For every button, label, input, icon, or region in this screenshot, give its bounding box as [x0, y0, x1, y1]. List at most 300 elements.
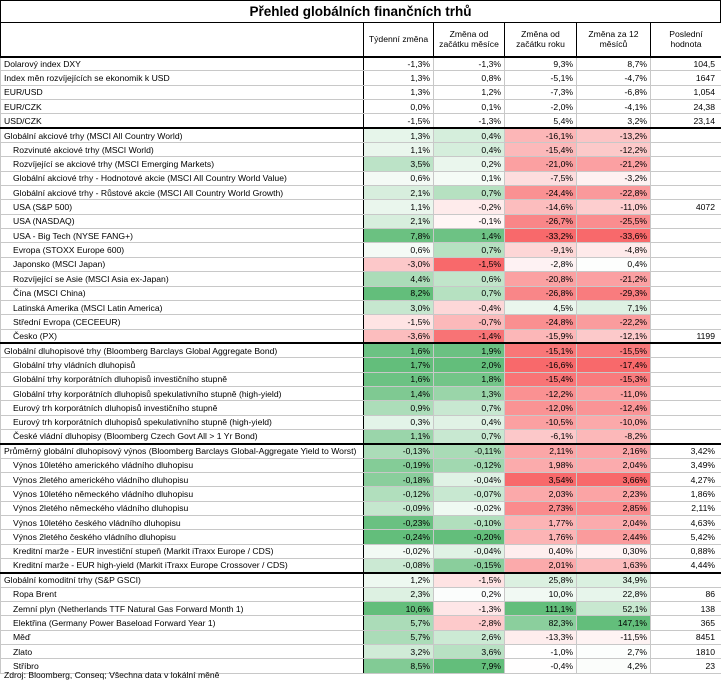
- last-value-cell: 8451: [651, 630, 721, 644]
- table-row: [1, 472, 721, 486]
- row-label: EUR/CZK: [1, 100, 364, 114]
- weekly-change-cell: 0,9%: [364, 401, 434, 415]
- ytd-change-cell: -10,5%: [505, 415, 577, 429]
- last-value-cell: 4,63%: [651, 516, 721, 530]
- 12m-change-cell: -17,4%: [577, 358, 651, 372]
- weekly-change-cell: 1,3%: [364, 85, 434, 99]
- weekly-change-cell: 1,7%: [364, 358, 434, 372]
- row-label: Výnos 10letého českého vládního dluhopisu: [1, 516, 364, 530]
- ytd-change-cell: -33,2%: [505, 229, 577, 243]
- table-row: [1, 630, 721, 644]
- table-row: [1, 315, 721, 329]
- ytd-change-cell: -26,7%: [505, 214, 577, 228]
- 12m-change-cell: -10,0%: [577, 415, 651, 429]
- ytd-change-cell: -12,0%: [505, 401, 577, 415]
- weekly-change-cell: -0,09%: [364, 501, 434, 515]
- market-table: [0, 22, 721, 674]
- mtd-change-cell: 0,7%: [434, 401, 505, 415]
- last-value-cell: 2,11%: [651, 501, 721, 515]
- table-row: [1, 602, 721, 616]
- row-label: Latinská Amerika (MSCI Latin America): [1, 300, 364, 314]
- weekly-change-cell: -0,18%: [364, 472, 434, 486]
- weekly-change-cell: 1,4%: [364, 386, 434, 400]
- mtd-change-cell: 0,8%: [434, 71, 505, 85]
- table-row: [1, 444, 721, 458]
- row-label: Evropa (STOXX Europe 600): [1, 243, 364, 257]
- mtd-change-cell: 0,4%: [434, 415, 505, 429]
- table-row: [1, 286, 721, 300]
- weekly-change-cell: -0,12%: [364, 487, 434, 501]
- ytd-change-cell: -13,3%: [505, 630, 577, 644]
- ytd-change-cell: 2,01%: [505, 559, 577, 573]
- 12m-change-cell: -11,0%: [577, 200, 651, 214]
- table-header-row: [1, 23, 721, 57]
- last-value-cell: [651, 157, 721, 171]
- last-value-cell: [651, 171, 721, 185]
- row-label: EUR/USD: [1, 85, 364, 99]
- last-value-cell: 86: [651, 587, 721, 601]
- 12m-change-cell: -4,7%: [577, 71, 651, 85]
- table-row: [1, 645, 721, 659]
- weekly-change-cell: 1,3%: [364, 71, 434, 85]
- mtd-change-cell: 0,7%: [434, 243, 505, 257]
- 12m-change-cell: 2,04%: [577, 458, 651, 472]
- 12m-change-cell: 8,7%: [577, 57, 651, 71]
- mtd-change-cell: -0,20%: [434, 530, 505, 544]
- mtd-change-cell: 3,6%: [434, 645, 505, 659]
- last-value-cell: 1199: [651, 329, 721, 343]
- 12m-change-cell: -6,8%: [577, 85, 651, 99]
- last-value-cell: [651, 372, 721, 386]
- mtd-change-cell: -0,07%: [434, 487, 505, 501]
- ytd-change-cell: 82,3%: [505, 616, 577, 630]
- weekly-change-cell: -3,0%: [364, 257, 434, 271]
- 12m-change-cell: 147,1%: [577, 616, 651, 630]
- weekly-change-cell: -0,23%: [364, 516, 434, 530]
- mtd-change-cell: 7,9%: [434, 659, 505, 673]
- ytd-change-cell: 2,03%: [505, 487, 577, 501]
- ytd-change-cell: 1,76%: [505, 530, 577, 544]
- mtd-change-cell: 0,7%: [434, 286, 505, 300]
- table-row: [1, 57, 721, 71]
- header-weekly: Týdenní změna: [364, 23, 434, 57]
- row-label: Stříbro: [1, 659, 364, 673]
- ytd-change-cell: -15,4%: [505, 372, 577, 386]
- mtd-change-cell: -0,11%: [434, 444, 505, 458]
- table-row: [1, 214, 721, 228]
- row-label: Zlato: [1, 645, 364, 659]
- weekly-change-cell: 1,3%: [364, 128, 434, 142]
- weekly-change-cell: 1,1%: [364, 200, 434, 214]
- mtd-change-cell: -0,10%: [434, 516, 505, 530]
- ytd-change-cell: -15,1%: [505, 343, 577, 357]
- table-row: [1, 85, 721, 99]
- row-label: Globální akciové trhy (MSCI All Country World): [1, 128, 364, 142]
- table-row: [1, 143, 721, 157]
- weekly-change-cell: -0,08%: [364, 559, 434, 573]
- 12m-change-cell: 22,8%: [577, 587, 651, 601]
- mtd-change-cell: 1,3%: [434, 386, 505, 400]
- ytd-change-cell: 3,54%: [505, 472, 577, 486]
- weekly-change-cell: 0,3%: [364, 415, 434, 429]
- ytd-change-cell: -24,4%: [505, 186, 577, 200]
- 12m-change-cell: 2,44%: [577, 530, 651, 544]
- table-row: [1, 487, 721, 501]
- table-row: [1, 386, 721, 400]
- row-label: Rozvinuté akciové trhy (MSCI World): [1, 143, 364, 157]
- table-row: [1, 200, 721, 214]
- last-value-cell: 365: [651, 616, 721, 630]
- last-value-cell: [651, 128, 721, 142]
- ytd-change-cell: 4,5%: [505, 300, 577, 314]
- last-value-cell: 4072: [651, 200, 721, 214]
- weekly-change-cell: 1,6%: [364, 372, 434, 386]
- row-label: Globální akciové trhy - Hodnotové akcie (MSCI All Country World Value): [1, 171, 364, 185]
- ytd-change-cell: -0,4%: [505, 659, 577, 673]
- row-label: Výnos 10letého amerického vládního dluhopisu: [1, 458, 364, 472]
- table-row: [1, 587, 721, 601]
- last-value-cell: 1810: [651, 645, 721, 659]
- last-value-cell: 4,44%: [651, 559, 721, 573]
- last-value-cell: [651, 573, 721, 587]
- last-value-cell: 3,49%: [651, 458, 721, 472]
- row-label: Česko (PX): [1, 329, 364, 343]
- ytd-change-cell: 2,73%: [505, 501, 577, 515]
- 12m-change-cell: 2,16%: [577, 444, 651, 458]
- source-note: Zdroj: Bloomberg, Conseq; Všechna data v lokální měně: [4, 670, 220, 680]
- 12m-change-cell: 2,23%: [577, 487, 651, 501]
- mtd-change-cell: -0,15%: [434, 559, 505, 573]
- mtd-change-cell: -0,2%: [434, 200, 505, 214]
- last-value-cell: 1,054: [651, 85, 721, 99]
- header-last-value: Poslední hodnota: [651, 23, 721, 57]
- last-value-cell: 104,5: [651, 57, 721, 71]
- header-mtd: Změna od začátku měsíce: [434, 23, 505, 57]
- mtd-change-cell: 0,1%: [434, 171, 505, 185]
- mtd-change-cell: -0,02%: [434, 501, 505, 515]
- mtd-change-cell: -1,5%: [434, 257, 505, 271]
- 12m-change-cell: -22,8%: [577, 186, 651, 200]
- 12m-change-cell: 2,04%: [577, 516, 651, 530]
- ytd-change-cell: 10,0%: [505, 587, 577, 601]
- table-row: [1, 257, 721, 271]
- row-label: Japonsko (MSCI Japan): [1, 257, 364, 271]
- weekly-change-cell: 2,1%: [364, 186, 434, 200]
- 12m-change-cell: 3,2%: [577, 114, 651, 128]
- row-label: Ropa Brent: [1, 587, 364, 601]
- 12m-change-cell: -11,5%: [577, 630, 651, 644]
- ytd-change-cell: -6,1%: [505, 429, 577, 443]
- ytd-change-cell: 5,4%: [505, 114, 577, 128]
- last-value-cell: [651, 300, 721, 314]
- mtd-change-cell: 1,9%: [434, 343, 505, 357]
- table-row: [1, 501, 721, 515]
- row-label: USA (NASDAQ): [1, 214, 364, 228]
- last-value-cell: 24,38: [651, 100, 721, 114]
- weekly-change-cell: 8,2%: [364, 286, 434, 300]
- last-value-cell: [651, 386, 721, 400]
- row-label: Elektřina (Germany Power Baseload Forward Year 1): [1, 616, 364, 630]
- mtd-change-cell: 0,2%: [434, 157, 505, 171]
- 12m-change-cell: -3,2%: [577, 171, 651, 185]
- table-row: [1, 358, 721, 372]
- table-row: [1, 458, 721, 472]
- table-row: [1, 544, 721, 558]
- row-label: Rozvíjející se akciové trhy (MSCI Emerging Markets): [1, 157, 364, 171]
- mtd-change-cell: 0,1%: [434, 100, 505, 114]
- weekly-change-cell: 1,6%: [364, 343, 434, 357]
- mtd-change-cell: 1,8%: [434, 372, 505, 386]
- row-label: Měď: [1, 630, 364, 644]
- last-value-cell: [651, 186, 721, 200]
- row-label: Globální dluhopisové trhy (Bloomberg Barclays Global Aggregate Bond): [1, 343, 364, 357]
- header-ytd: Změna od začátku roku: [505, 23, 577, 57]
- last-value-cell: [651, 272, 721, 286]
- weekly-change-cell: -0,02%: [364, 544, 434, 558]
- header-12m: Změna za 12 měsíců: [577, 23, 651, 57]
- row-label: Výnos 2letého amerického vládního dluhopisu: [1, 472, 364, 486]
- ytd-change-cell: -26,8%: [505, 286, 577, 300]
- mtd-change-cell: -1,3%: [434, 114, 505, 128]
- mtd-change-cell: -1,3%: [434, 602, 505, 616]
- table-body: [1, 57, 721, 674]
- weekly-change-cell: 3,2%: [364, 645, 434, 659]
- weekly-change-cell: 1,2%: [364, 573, 434, 587]
- ytd-change-cell: -20,8%: [505, 272, 577, 286]
- ytd-change-cell: -2,8%: [505, 257, 577, 271]
- ytd-change-cell: -16,1%: [505, 128, 577, 142]
- 12m-change-cell: 2,7%: [577, 645, 651, 659]
- last-value-cell: 23: [651, 659, 721, 673]
- weekly-change-cell: -3,6%: [364, 329, 434, 343]
- mtd-change-cell: 2,0%: [434, 358, 505, 372]
- ytd-change-cell: 9,3%: [505, 57, 577, 71]
- ytd-change-cell: -24,8%: [505, 315, 577, 329]
- table-row: [1, 272, 721, 286]
- ytd-change-cell: -15,4%: [505, 143, 577, 157]
- weekly-change-cell: 5,7%: [364, 616, 434, 630]
- 12m-change-cell: -12,4%: [577, 401, 651, 415]
- last-value-cell: [651, 243, 721, 257]
- ytd-change-cell: 0,40%: [505, 544, 577, 558]
- mtd-change-cell: -0,12%: [434, 458, 505, 472]
- last-value-cell: 5,42%: [651, 530, 721, 544]
- mtd-change-cell: -0,7%: [434, 315, 505, 329]
- table-row: [1, 429, 721, 443]
- last-value-cell: 138: [651, 602, 721, 616]
- row-label: Výnos 2letého německého vládního dluhopisu: [1, 501, 364, 515]
- weekly-change-cell: 3,5%: [364, 157, 434, 171]
- page-title: Přehled globálních finančních trhů: [0, 0, 721, 22]
- table-row: [1, 300, 721, 314]
- table-row: [1, 372, 721, 386]
- ytd-change-cell: 1,77%: [505, 516, 577, 530]
- table-row: [1, 229, 721, 243]
- ytd-change-cell: -15,9%: [505, 329, 577, 343]
- 12m-change-cell: -12,2%: [577, 143, 651, 157]
- row-label: Výnos 2letého českého vládního dluhopisu: [1, 530, 364, 544]
- mtd-change-cell: -0,4%: [434, 300, 505, 314]
- 12m-change-cell: -29,3%: [577, 286, 651, 300]
- ytd-change-cell: -14,6%: [505, 200, 577, 214]
- table-row: [1, 329, 721, 343]
- table-row: [1, 243, 721, 257]
- header-name: [1, 23, 364, 57]
- mtd-change-cell: 0,4%: [434, 128, 505, 142]
- ytd-change-cell: 111,1%: [505, 602, 577, 616]
- 12m-change-cell: 1,63%: [577, 559, 651, 573]
- last-value-cell: [651, 343, 721, 357]
- last-value-cell: [651, 429, 721, 443]
- ytd-change-cell: -5,1%: [505, 71, 577, 85]
- ytd-change-cell: 1,98%: [505, 458, 577, 472]
- mtd-change-cell: -1,3%: [434, 57, 505, 71]
- row-label: Index měn rozvíjejících se ekonomik k USD: [1, 71, 364, 85]
- row-label: Rozvíjející se Asie (MSCI Asia ex-Japan): [1, 272, 364, 286]
- table-row: [1, 573, 721, 587]
- ytd-change-cell: 25,8%: [505, 573, 577, 587]
- 12m-change-cell: -13,2%: [577, 128, 651, 142]
- mtd-change-cell: -0,04%: [434, 544, 505, 558]
- weekly-change-cell: 2,1%: [364, 214, 434, 228]
- ytd-change-cell: -7,5%: [505, 171, 577, 185]
- ytd-change-cell: -16,6%: [505, 358, 577, 372]
- table-row: [1, 343, 721, 357]
- last-value-cell: [651, 257, 721, 271]
- 12m-change-cell: -11,0%: [577, 386, 651, 400]
- mtd-change-cell: 0,6%: [434, 272, 505, 286]
- ytd-change-cell: 2,11%: [505, 444, 577, 458]
- row-label: Výnos 10letého německého vládního dluhopisu: [1, 487, 364, 501]
- row-label: Zemní plyn (Netherlands TTF Natural Gas Forward Month 1): [1, 602, 364, 616]
- weekly-change-cell: 2,3%: [364, 587, 434, 601]
- last-value-cell: 3,42%: [651, 444, 721, 458]
- weekly-change-cell: -0,24%: [364, 530, 434, 544]
- 12m-change-cell: -33,6%: [577, 229, 651, 243]
- weekly-change-cell: 4,4%: [364, 272, 434, 286]
- ytd-change-cell: -2,0%: [505, 100, 577, 114]
- row-label: Globální trhy vládních dluhopisů: [1, 358, 364, 372]
- 12m-change-cell: -25,5%: [577, 214, 651, 228]
- table-row: [1, 530, 721, 544]
- weekly-change-cell: 1,1%: [364, 143, 434, 157]
- table-row: [1, 516, 721, 530]
- row-label: USA (S&P 500): [1, 200, 364, 214]
- weekly-change-cell: 7,8%: [364, 229, 434, 243]
- mtd-change-cell: 0,7%: [434, 186, 505, 200]
- weekly-change-cell: 10,6%: [364, 602, 434, 616]
- mtd-change-cell: 0,4%: [434, 143, 505, 157]
- row-label: České vládní dluhopisy (Bloomberg Czech Govt All > 1 Yr Bond): [1, 429, 364, 443]
- last-value-cell: 0,88%: [651, 544, 721, 558]
- weekly-change-cell: 1,1%: [364, 429, 434, 443]
- weekly-change-cell: 8,5%: [364, 659, 434, 673]
- 12m-change-cell: -15,5%: [577, 343, 651, 357]
- row-label: Globální komoditní trhy (S&P GSCI): [1, 573, 364, 587]
- row-label: Dolarový index DXY: [1, 57, 364, 71]
- 12m-change-cell: 2,85%: [577, 501, 651, 515]
- 12m-change-cell: -4,8%: [577, 243, 651, 257]
- row-label: Kreditní marže - EUR investiční stupeň (Markit iTraxx Europe / CDS): [1, 544, 364, 558]
- mtd-change-cell: -0,1%: [434, 214, 505, 228]
- row-label: Průměrný globální dluhopisový výnos (Bloomberg Barclays Global-Aggregate Yield to Worst): [1, 444, 364, 458]
- weekly-change-cell: 5,7%: [364, 630, 434, 644]
- table-row: [1, 415, 721, 429]
- last-value-cell: 1,86%: [651, 487, 721, 501]
- row-label: Globální trhy korporátních dluhopisů investičního stupně: [1, 372, 364, 386]
- 12m-change-cell: 52,1%: [577, 602, 651, 616]
- last-value-cell: [651, 143, 721, 157]
- mtd-change-cell: -1,4%: [434, 329, 505, 343]
- mtd-change-cell: 1,2%: [434, 85, 505, 99]
- table-row: [1, 71, 721, 85]
- mtd-change-cell: 0,2%: [434, 587, 505, 601]
- 12m-change-cell: 34,9%: [577, 573, 651, 587]
- table-row: [1, 401, 721, 415]
- row-label: Eurový trh korporátních dluhopisů spekulativního stupně (high-yield): [1, 415, 364, 429]
- 12m-change-cell: -4,1%: [577, 100, 651, 114]
- ytd-change-cell: -12,2%: [505, 386, 577, 400]
- last-value-cell: 23,14: [651, 114, 721, 128]
- row-label: Kreditní marže - EUR high-yield (Markit iTraxx Europe Crossover / CDS): [1, 559, 364, 573]
- 12m-change-cell: 0,4%: [577, 257, 651, 271]
- ytd-change-cell: -1,0%: [505, 645, 577, 659]
- table-row: [1, 157, 721, 171]
- weekly-change-cell: -0,19%: [364, 458, 434, 472]
- weekly-change-cell: -1,5%: [364, 114, 434, 128]
- row-label: Střední Evropa (CECEEUR): [1, 315, 364, 329]
- row-label: Čína (MSCI China): [1, 286, 364, 300]
- weekly-change-cell: -1,5%: [364, 315, 434, 329]
- mtd-change-cell: 0,7%: [434, 429, 505, 443]
- table-row: [1, 616, 721, 630]
- ytd-change-cell: -7,3%: [505, 85, 577, 99]
- 12m-change-cell: -21,2%: [577, 157, 651, 171]
- mtd-change-cell: 1,4%: [434, 229, 505, 243]
- row-label: USA - Big Tech (NYSE FANG+): [1, 229, 364, 243]
- table-row: [1, 128, 721, 142]
- row-label: Globální akciové trhy - Růstové akcie (MSCI All Country World Growth): [1, 186, 364, 200]
- mtd-change-cell: -2,8%: [434, 616, 505, 630]
- table-row: [1, 559, 721, 573]
- last-value-cell: [651, 415, 721, 429]
- row-label: Eurový trh korporátních dluhopisů investičního stupně: [1, 401, 364, 415]
- last-value-cell: [651, 286, 721, 300]
- row-label: Globální trhy korporátních dluhopisů spekulativního stupně (high-yield): [1, 386, 364, 400]
- last-value-cell: [651, 214, 721, 228]
- last-value-cell: [651, 358, 721, 372]
- table-row: [1, 186, 721, 200]
- weekly-change-cell: 0,0%: [364, 100, 434, 114]
- 12m-change-cell: -15,3%: [577, 372, 651, 386]
- table-row: [1, 171, 721, 185]
- row-label: USD/CZK: [1, 114, 364, 128]
- mtd-change-cell: 2,6%: [434, 630, 505, 644]
- last-value-cell: [651, 401, 721, 415]
- weekly-change-cell: 0,6%: [364, 243, 434, 257]
- table-row: [1, 100, 721, 114]
- 12m-change-cell: 4,2%: [577, 659, 651, 673]
- 12m-change-cell: -21,2%: [577, 272, 651, 286]
- mtd-change-cell: -1,5%: [434, 573, 505, 587]
- last-value-cell: 4,27%: [651, 472, 721, 486]
- weekly-change-cell: -1,3%: [364, 57, 434, 71]
- 12m-change-cell: -12,1%: [577, 329, 651, 343]
- ytd-change-cell: -21,0%: [505, 157, 577, 171]
- 12m-change-cell: 0,30%: [577, 544, 651, 558]
- last-value-cell: [651, 229, 721, 243]
- weekly-change-cell: -0,13%: [364, 444, 434, 458]
